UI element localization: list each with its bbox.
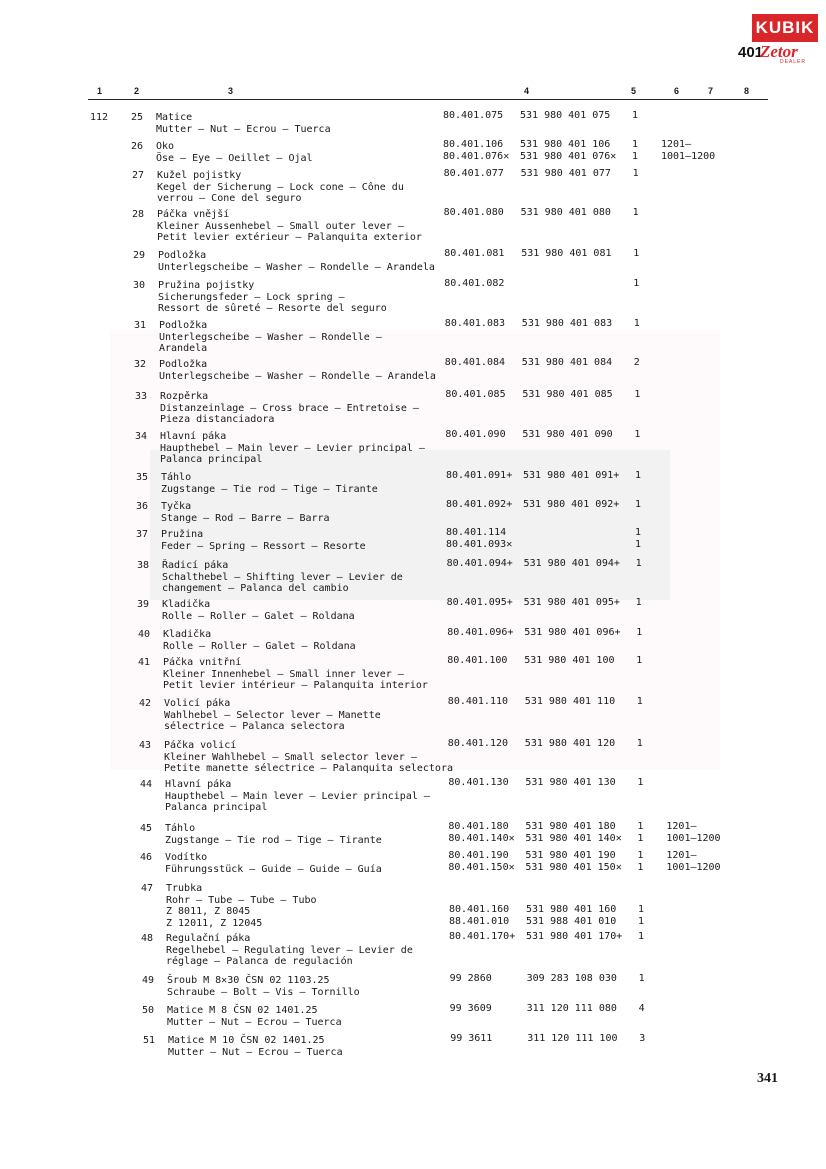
quantity: 1 bbox=[633, 318, 640, 329]
part-number: 80.401.085 bbox=[445, 389, 506, 400]
part-name-translation: Wahlhebel — Selector lever — Manette bbox=[164, 709, 381, 721]
part-name-cz: Volicí páka bbox=[164, 698, 231, 709]
position-number: 29 bbox=[133, 250, 146, 261]
part-number: 99 3609 bbox=[449, 1003, 492, 1014]
catalog-number: 531 980 401 095+ bbox=[523, 597, 620, 608]
position-number: 38 bbox=[137, 560, 150, 571]
part-number: 80.401.077 bbox=[443, 168, 504, 179]
catalog-number: 531 980 401 096+ bbox=[524, 627, 621, 638]
position-number: 48 bbox=[141, 933, 154, 944]
part-number: 80.401.140✕ bbox=[448, 832, 515, 844]
part-name-cz: Řadicí páka bbox=[162, 560, 229, 571]
part-name-cz: Vodítko bbox=[165, 852, 208, 863]
part-number: 80.401.082 bbox=[444, 278, 505, 289]
catalog-number: 531 980 401 106 bbox=[520, 139, 611, 150]
catalog-number: 531 980 401 100 bbox=[524, 655, 615, 666]
catalog-number: 531 980 401 120 bbox=[524, 738, 616, 749]
part-name-cz: Páčka vnitřní bbox=[163, 657, 242, 668]
catalog-number: 531 980 401 160 bbox=[526, 904, 617, 915]
part-name-cz: Kužel pojistky bbox=[157, 170, 242, 181]
catalog-number: 531 988 401 010 bbox=[526, 915, 617, 927]
part-name-translation: Unterlegscheibe — Washer — Rondelle — Arandela bbox=[159, 370, 436, 382]
quantity: 1 bbox=[638, 973, 645, 984]
position-number: 40 bbox=[138, 629, 151, 640]
group-number: 112 bbox=[90, 112, 109, 123]
part-name-cz: Podložka bbox=[158, 250, 207, 261]
catalog-number: 531 980 401 080 bbox=[520, 207, 611, 218]
part-number: 80.401.190 bbox=[448, 850, 509, 861]
serial-range: 1201— bbox=[666, 850, 697, 861]
catalog-number: 531 980 401 085 bbox=[522, 389, 613, 400]
part-number: 80.401.180 bbox=[448, 821, 509, 832]
catalog-number: 311 120 111 080 bbox=[526, 1003, 617, 1014]
catalog-number: 531 980 401 190 bbox=[525, 850, 616, 861]
quantity: 1 bbox=[636, 655, 643, 666]
position-number: 44 bbox=[140, 779, 153, 790]
part-number: 80.401.091+ bbox=[446, 470, 513, 481]
quantity: 1 bbox=[637, 861, 644, 873]
part-name-translation: Öse — Eye — Oeillet — Ojal bbox=[156, 152, 313, 164]
part-number: 80.401.114 bbox=[446, 527, 507, 538]
position-number: 37 bbox=[136, 529, 149, 540]
part-number: 80.401.170+ bbox=[449, 931, 516, 942]
position-number: 42 bbox=[139, 698, 152, 709]
part-name-translation: Petit levier extérieur — Palanquita exterior bbox=[157, 232, 422, 243]
catalog-number: 531 980 401 084 bbox=[521, 357, 613, 368]
quantity: 1 bbox=[632, 150, 639, 162]
part-name-translation: Rolle — Roller — Galet — Roldana bbox=[162, 610, 355, 622]
quantity: 1 bbox=[635, 470, 642, 481]
position-number: 34 bbox=[135, 431, 148, 442]
part-name-cz: Kladička bbox=[162, 599, 211, 610]
catalog-number: 531 980 401 092+ bbox=[523, 499, 620, 510]
catalog-number: 531 980 401 094+ bbox=[523, 558, 620, 569]
position-number: 51 bbox=[143, 1035, 156, 1046]
col-header-4: 4 bbox=[524, 86, 530, 96]
quantity: 1 bbox=[635, 558, 642, 569]
part-name-translation: changement — Palanca del cambio bbox=[162, 583, 349, 594]
part-name-translation: Mutter — Nut — Ecrou — Tuerca bbox=[167, 1016, 342, 1028]
position-number: 35 bbox=[136, 472, 149, 483]
part-name-cz: Hlavní páka bbox=[160, 431, 227, 442]
quantity: 1 bbox=[635, 538, 642, 550]
position-number: 36 bbox=[136, 501, 149, 512]
quantity: 1 bbox=[633, 248, 640, 259]
col-header-7: 7 bbox=[708, 86, 714, 96]
catalog-number: 531 980 401 076✕ bbox=[520, 150, 617, 162]
position-number: 31 bbox=[134, 320, 147, 331]
part-number: 80.401.093✕ bbox=[446, 538, 513, 550]
col-header-2: 2 bbox=[134, 86, 140, 96]
col-header-6: 6 bbox=[674, 86, 680, 96]
part-name-cz: Trubka bbox=[166, 883, 203, 894]
part-name-translation: verrou — Cone del seguro bbox=[157, 193, 302, 204]
header-rule bbox=[88, 99, 768, 100]
quantity: 1 bbox=[634, 429, 641, 440]
quantity: 3 bbox=[639, 1033, 646, 1044]
part-number: 80.401.094+ bbox=[446, 558, 513, 569]
part-number: 80.401.096+ bbox=[447, 627, 514, 638]
quantity: 1 bbox=[638, 904, 645, 915]
part-name-cz: Oko bbox=[156, 141, 175, 152]
quantity: 1 bbox=[635, 499, 642, 510]
part-name-translation: Haupthebel — Main lever — Levier principal — bbox=[160, 442, 425, 454]
part-name-cz: Matice M 10 ČSN 02 1401.25 bbox=[168, 1035, 325, 1046]
position-number: 49 bbox=[142, 975, 155, 986]
position-number: 25 bbox=[131, 112, 144, 123]
part-number: 80.401.106 bbox=[443, 139, 504, 150]
part-name-translation: Kleiner Wahlhebel — Small selector lever — bbox=[164, 751, 417, 763]
catalog-number: 531 980 401 130 bbox=[525, 777, 616, 788]
part-name-cz: Hlavní páka bbox=[165, 779, 232, 790]
quantity: 1 bbox=[637, 832, 644, 844]
quantity: 1 bbox=[635, 597, 642, 608]
part-number: 80.401.120 bbox=[447, 738, 509, 749]
quantity: 2 bbox=[633, 357, 640, 368]
part-name-translation: Sicherungsfeder — Lock spring — bbox=[158, 291, 345, 303]
model-number: 401 bbox=[738, 44, 764, 61]
catalog-number: 531 980 401 091+ bbox=[523, 470, 620, 481]
kubik-zetor-logo bbox=[738, 14, 818, 65]
part-name-translation: Ressort de sûreté — Resorte del seguro bbox=[158, 303, 387, 314]
part-name-translation: Stange — Rod — Barre — Barra bbox=[161, 512, 330, 524]
catalog-number: 531 980 401 180 bbox=[525, 821, 616, 832]
part-name-cz: Podložka bbox=[159, 359, 208, 370]
quantity: 1 bbox=[632, 207, 639, 218]
part-name-translation: Rolle — Roller — Galet — Roldana bbox=[163, 640, 356, 652]
part-number: 80.401.160 bbox=[449, 904, 510, 915]
position-number: 41 bbox=[138, 657, 151, 668]
quantity: 1 bbox=[638, 915, 645, 927]
part-number: 80.401.076✕ bbox=[443, 150, 510, 162]
part-name-translation: Zugstange — Tie rod — Tige — Tirante bbox=[165, 834, 382, 846]
quantity: 1 bbox=[636, 696, 643, 707]
catalog-number: 531 980 401 140✕ bbox=[525, 832, 622, 844]
part-number: 80.401.092+ bbox=[446, 499, 513, 510]
part-number: 80.401.130 bbox=[448, 777, 509, 788]
part-number: 80.401.110 bbox=[447, 696, 509, 707]
catalog-number: 531 980 401 090 bbox=[522, 429, 613, 440]
part-name-translation: Z 8011, Z 8045 bbox=[166, 906, 251, 917]
quantity: 1 bbox=[638, 931, 645, 942]
part-number: 80.401.083 bbox=[444, 318, 506, 329]
part-name-translation: Zugstange — Tie rod — Tige — Tirante bbox=[161, 483, 378, 495]
part-name-translation: Schraube — Bolt — Vis — Tornillo bbox=[167, 986, 360, 998]
part-name-translation: Petit levier intérieur — Palanquita interior bbox=[163, 680, 428, 691]
col-header-1: 1 bbox=[97, 86, 103, 96]
part-name-cz: Matice M 8 ČSN 02 1401.25 bbox=[167, 1005, 318, 1016]
serial-range: 1201— bbox=[666, 821, 697, 832]
part-name-translation: Palanca principal bbox=[165, 802, 268, 813]
quantity: 1 bbox=[637, 821, 644, 832]
part-name-cz: Pružina bbox=[161, 529, 204, 540]
part-number: 80.401.081 bbox=[444, 248, 505, 259]
catalog-number: 309 283 108 030 bbox=[526, 973, 617, 984]
part-name-cz: Táhlo bbox=[165, 823, 196, 834]
part-name-translation: Haupthebel — Main lever — Levier principal — bbox=[165, 790, 430, 802]
part-number: 80.401.090 bbox=[445, 429, 506, 440]
position-number: 33 bbox=[135, 391, 148, 402]
catalog-number: 531 980 401 083 bbox=[521, 318, 613, 329]
position-number: 26 bbox=[131, 141, 144, 152]
quantity: 1 bbox=[637, 777, 644, 788]
quantity: 4 bbox=[638, 1003, 645, 1014]
position-number: 45 bbox=[140, 823, 153, 834]
part-name-translation: Mutter — Nut — Ecrou — Tuerca bbox=[156, 123, 331, 135]
quantity: 1 bbox=[635, 527, 642, 538]
col-header-3: 3 bbox=[228, 86, 234, 96]
part-name-translation: Z 12011, Z 12045 bbox=[166, 917, 263, 929]
part-name-cz: Kladička bbox=[163, 629, 212, 640]
quantity: 1 bbox=[636, 627, 643, 638]
catalog-number: 531 980 401 110 bbox=[524, 696, 616, 707]
position-number: 30 bbox=[133, 280, 146, 291]
col-header-8: 8 bbox=[744, 86, 750, 96]
part-number: 80.401.100 bbox=[447, 655, 508, 666]
serial-range: 1001—1200 bbox=[666, 832, 721, 844]
quantity: 1 bbox=[632, 139, 639, 150]
position-number: 50 bbox=[142, 1005, 155, 1016]
serial-range: 1001—1200 bbox=[661, 150, 716, 162]
position-number: 39 bbox=[137, 599, 150, 610]
part-name-cz: Šroub M 8✕30 ČSN 02 1103.25 bbox=[167, 975, 330, 986]
part-name-translation: Petite manette sélectrice — Palanquita selectora bbox=[164, 763, 453, 774]
part-number: 99 3611 bbox=[450, 1033, 493, 1044]
part-name-cz: Podložka bbox=[159, 320, 208, 331]
position-number: 27 bbox=[132, 170, 145, 181]
dealer-label: DEALER bbox=[780, 59, 807, 65]
part-number: 99 2860 bbox=[449, 973, 492, 984]
position-number: 43 bbox=[139, 740, 152, 751]
part-name-translation: réglage — Palanca de regulación bbox=[166, 956, 353, 967]
part-number: 80.401.080 bbox=[443, 207, 504, 218]
quantity: 1 bbox=[632, 110, 639, 121]
part-name-translation: Unterlegscheibe — Washer — Rondelle — Arandela bbox=[158, 261, 435, 273]
position-number: 32 bbox=[134, 359, 147, 370]
catalog-number: 531 980 401 150✕ bbox=[525, 861, 622, 873]
part-name-translation: Führungsstück — Guide — Guide — Guía bbox=[165, 863, 382, 875]
part-name-translation: Palanca principal bbox=[160, 454, 263, 465]
part-name-cz: Pružina pojistky bbox=[158, 280, 255, 291]
part-number: 80.401.150✕ bbox=[448, 861, 515, 873]
catalog-number: 531 980 401 077 bbox=[520, 168, 611, 179]
part-name-translation: Pieza distanciadora bbox=[160, 414, 275, 425]
catalog-number: 531 980 401 075 bbox=[520, 110, 611, 121]
kubik-badge: KUBIK bbox=[752, 14, 818, 42]
part-name-translation: sélectrice — Palanca selectora bbox=[164, 721, 345, 732]
part-name-cz: Táhlo bbox=[161, 472, 192, 483]
quantity: 1 bbox=[636, 738, 643, 749]
serial-range: 1001—1200 bbox=[666, 861, 721, 873]
part-name-translation: Regelhebel — Regulating lever — Levier de bbox=[166, 944, 413, 956]
part-number: 88.401.010 bbox=[449, 915, 510, 927]
quantity: 1 bbox=[632, 168, 639, 179]
part-name-translation: Rohr — Tube — Tube — Tubo bbox=[166, 894, 317, 906]
quantity: 1 bbox=[633, 278, 640, 289]
page-number: 341 bbox=[757, 1071, 778, 1086]
part-number: 80.401.095+ bbox=[446, 597, 513, 608]
part-name-cz: Matice bbox=[156, 112, 193, 123]
part-name-translation: Distanzeinlage — Cross brace — Entretoise — bbox=[160, 402, 419, 414]
quantity: 1 bbox=[637, 850, 644, 861]
part-name-translation: Arandela bbox=[159, 343, 208, 354]
catalog-number: 531 980 401 081 bbox=[521, 248, 612, 259]
position-number: 47 bbox=[141, 883, 154, 894]
part-name-cz: Tyčka bbox=[161, 501, 192, 512]
position-number: 46 bbox=[140, 852, 153, 863]
part-name-translation: Kegel der Sicherung — Lock cone — Cône du bbox=[157, 181, 404, 193]
position-number: 28 bbox=[132, 209, 145, 220]
part-name-cz: Regulační páka bbox=[166, 933, 251, 944]
quantity: 1 bbox=[634, 389, 641, 400]
zetor-wordmark: Zetor bbox=[760, 42, 798, 61]
part-name-translation: Unterlegscheibe — Washer — Rondelle — bbox=[159, 331, 382, 343]
part-name-translation: Kleiner Innenhebel — Small inner lever — bbox=[163, 668, 404, 680]
part-name-cz: Rozpěrka bbox=[160, 391, 209, 402]
part-number: 80.401.084 bbox=[444, 357, 506, 368]
serial-range: 1201— bbox=[661, 139, 692, 150]
catalog-number: 531 980 401 170+ bbox=[526, 931, 623, 942]
part-number: 80.401.075 bbox=[443, 110, 504, 121]
part-name-cz: Páčka vnější bbox=[157, 209, 230, 220]
part-name-cz: Páčka volicí bbox=[164, 740, 237, 751]
part-name-translation: Feder — Spring — Ressort — Resorte bbox=[161, 540, 366, 552]
col-header-5: 5 bbox=[631, 86, 637, 96]
part-name-translation: Schalthebel — Shifting lever — Levier de bbox=[162, 571, 403, 583]
catalog-number: 311 120 111 100 bbox=[527, 1033, 618, 1044]
part-name-translation: Kleiner Aussenhebel — Small outer lever — bbox=[157, 220, 404, 232]
part-name-translation: Mutter — Nut — Ecrou — Tuerca bbox=[168, 1046, 343, 1058]
